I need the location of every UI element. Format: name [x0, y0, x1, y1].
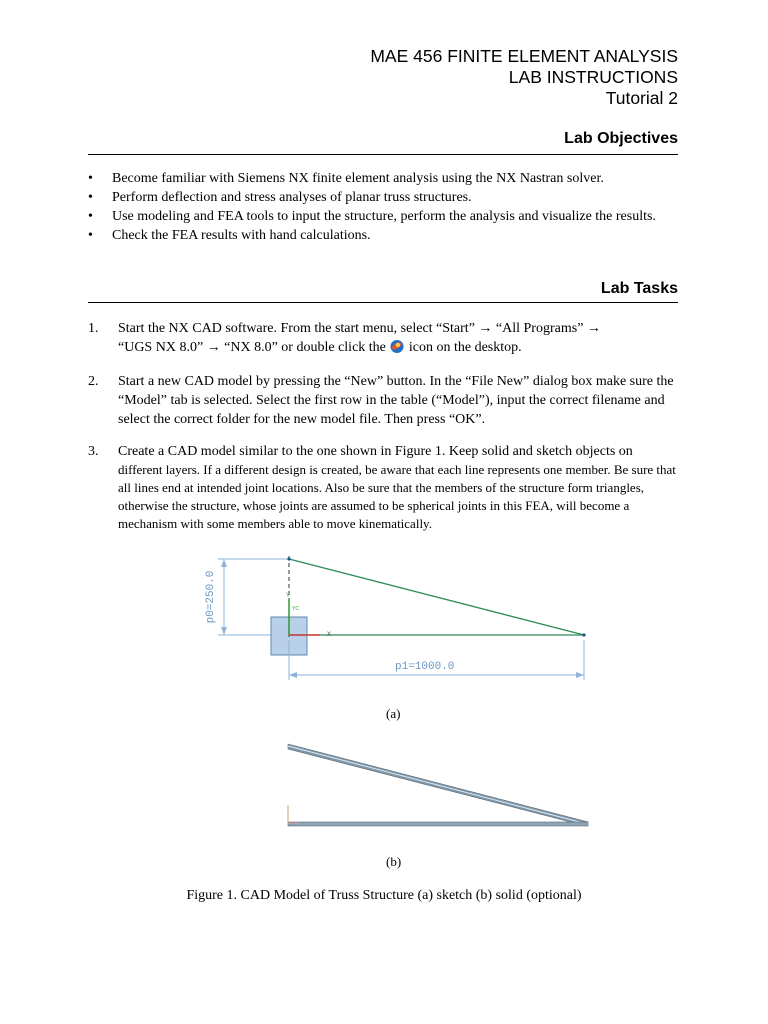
bullet-icon: •	[88, 171, 93, 186]
figure-label-a: (a)	[386, 706, 401, 721]
arrow-icon: →	[206, 340, 221, 355]
document-type: LAB INSTRUCTIONS	[508, 67, 678, 87]
arrow-icon: →	[478, 321, 493, 336]
objectives-heading: Lab Objectives	[564, 130, 678, 147]
dimension-arrow-icon	[221, 627, 227, 635]
figure-caption: Figure 1. CAD Model of Truss Structure (a) sketch (b) solid (optional)	[186, 888, 582, 903]
tutorial-number: Tutorial 2	[605, 88, 678, 108]
truss-member-diagonal	[289, 559, 584, 635]
bullet-icon: •	[88, 228, 93, 243]
vertical-dimension-label: p0=250.0	[205, 570, 217, 624]
horizontal-dimension-label: p1=1000.0	[395, 661, 455, 673]
list-item: • Become familiar with Siemens NX finite element analysis using the NX Nastran solver.	[88, 171, 604, 186]
arrow-icon: →	[586, 321, 601, 336]
figure-label-b: (b)	[386, 854, 402, 869]
dimension-arrow-icon	[221, 559, 227, 567]
tasks-heading: Lab Tasks	[600, 280, 678, 297]
task-3: 3. Create a CAD model similar to the one shown in Figure 1. Keep solid and sketch objects on different layers. If a different design is created, be aware that each line represents one member. Be sure that all lines end at intended joint locations. Also be sure that the members of the structure form triangles, otherwise the structure, whose joints are assumed to be spherical joints in this FEA, will become a mechanism with some members able to move kinematically.	[88, 444, 676, 531]
bullet-icon: •	[88, 209, 93, 224]
list-item: • Check the FEA results with hand calculations.	[88, 228, 371, 243]
list-item: • Perform deflection and stress analyses of planar truss structures.	[88, 190, 472, 205]
axis-yc-label: YC	[292, 606, 299, 612]
joint-node	[287, 557, 290, 560]
axis-x-label: X	[327, 632, 332, 638]
list-item: • Use modeling and FEA tools to input the structure, perform the analysis and visualize the results.	[88, 209, 656, 224]
solid-member-highlight	[288, 746, 587, 824]
solid-member-horizontal	[288, 822, 588, 826]
task-2: 2. Start a new CAD model by pressing the “New” button. In the “File New” dialog box make sure the “Model” tab is selected. Select the first row in the table (“Model”), input the correct filename and select the correct folder for the new model file. Then press “OK”.	[88, 374, 674, 427]
sketch-view	[205, 556, 586, 680]
axis-y-label: Y	[286, 593, 291, 599]
course-title: MAE 456 FINITE ELEMENT ANALYSIS	[370, 46, 678, 66]
bullet-icon: •	[88, 190, 93, 205]
dimension-arrow-icon	[289, 672, 297, 678]
task-1: 1. Start the NX CAD software. From the start menu, select “Start” → “All Programs” → “UGS NX 8.0” → “NX 8.0” or double click the icon on the desktop.	[88, 319, 678, 360]
solid-view	[288, 744, 588, 826]
joint-node	[582, 633, 585, 636]
dimension-arrow-icon	[576, 672, 584, 678]
